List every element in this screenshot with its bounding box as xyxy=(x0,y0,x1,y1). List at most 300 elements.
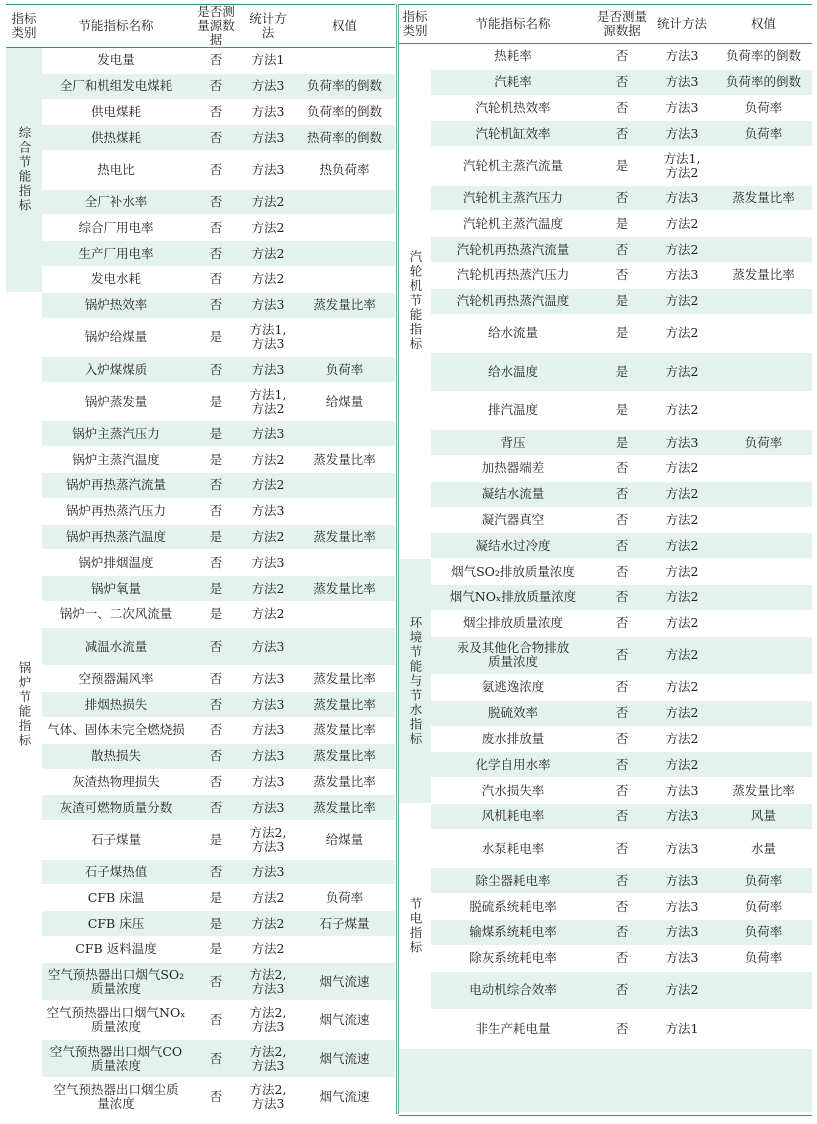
cell-name: 电动机综合效率 xyxy=(431,971,595,1010)
cell-name: 供热煤耗 xyxy=(42,125,190,151)
cell-method: 方法2 xyxy=(649,353,715,392)
cell-measured: 否 xyxy=(595,610,649,636)
cell-method: 方法3 xyxy=(649,185,715,211)
table-row xyxy=(6,911,395,937)
cell-weight: 蒸发量比率 xyxy=(294,795,395,821)
cell-weight xyxy=(715,971,812,1010)
cell-method: 方法1, 方法2 xyxy=(242,382,294,421)
table-row xyxy=(6,885,395,911)
cell-measured: 否 xyxy=(190,769,242,795)
cell-method: 方法3 xyxy=(242,99,294,125)
cell-name: 气体、固体未完全燃烧损 xyxy=(42,717,190,743)
cell-method: 方法3 xyxy=(649,95,715,121)
cell-weight xyxy=(715,481,812,507)
cell-measured: 是 xyxy=(190,382,242,421)
table-row xyxy=(6,769,395,795)
cell-measured: 否 xyxy=(190,357,242,383)
table-row xyxy=(399,829,812,868)
cell-method: 方法3 xyxy=(242,550,294,576)
cell-method: 方法2 xyxy=(242,241,294,267)
cell-method: 方法1 xyxy=(242,48,294,74)
cell-name: 发电量 xyxy=(42,48,190,74)
cell-name: 灰渣可燃物质量分数 xyxy=(42,795,190,821)
table-row xyxy=(6,1001,395,1040)
cell-measured: 否 xyxy=(190,692,242,718)
cell-weight xyxy=(294,627,395,666)
cell-weight: 负荷率 xyxy=(294,357,395,383)
cell-name: 全厂补水率 xyxy=(42,189,190,215)
cell-method: 方法3 xyxy=(242,666,294,692)
cell-measured: 是 xyxy=(190,885,242,911)
cell-weight xyxy=(715,237,812,263)
cell-measured: 否 xyxy=(595,675,649,701)
table-row xyxy=(6,692,395,718)
indicator-table xyxy=(6,4,812,1114)
cell-measured: 否 xyxy=(190,666,242,692)
cell-name: 汽轮机主蒸汽流量 xyxy=(431,147,595,186)
cell-name: 空气预热器出口烟气CO 质量浓度 xyxy=(42,1039,190,1078)
cell-weight xyxy=(294,241,395,267)
cell-measured: 否 xyxy=(190,99,242,125)
cell-weight: 负荷率的倒数 xyxy=(294,99,395,125)
header-weight: 权值 xyxy=(715,5,812,44)
cell-method: 方法2 xyxy=(649,391,715,430)
cell-weight: 热负荷率 xyxy=(294,151,395,190)
cell-name: 锅炉主蒸汽温度 xyxy=(42,447,190,473)
cell-method: 方法2 xyxy=(242,576,294,602)
cell-weight: 给煤量 xyxy=(294,382,395,421)
right-table xyxy=(399,5,812,1113)
cell-measured: 否 xyxy=(190,215,242,241)
cell-method: 方法3 xyxy=(649,778,715,804)
cell-name: 汞及其他化合物排放 质量浓度 xyxy=(431,636,595,675)
table-row xyxy=(6,937,395,963)
cell-name: 空气预热器出口烟气SO₂ 质量浓度 xyxy=(42,962,190,1001)
cell-weight: 烟气流速 xyxy=(294,1039,395,1078)
left-table-panel xyxy=(6,4,395,1116)
cell-measured: 否 xyxy=(595,455,649,481)
cell-name: 锅炉热效率 xyxy=(42,292,190,318)
cell-weight: 蒸发量比率 xyxy=(294,576,395,602)
cell-weight xyxy=(715,455,812,481)
table-row xyxy=(399,894,812,920)
cell-weight xyxy=(715,211,812,237)
cell-weight xyxy=(294,421,395,447)
table-row xyxy=(399,237,812,263)
cell-measured: 否 xyxy=(595,919,649,945)
header-name: 节能指标名称 xyxy=(42,5,190,48)
cell-method: 方法2 xyxy=(649,610,715,636)
table-row xyxy=(399,945,812,971)
cell-measured: 否 xyxy=(190,743,242,769)
cell-weight: 负荷率 xyxy=(715,945,812,971)
cell-weight xyxy=(294,318,395,357)
cell-method: 方法3 xyxy=(242,498,294,524)
table-row xyxy=(399,263,812,289)
cell-name: 综合厂用电率 xyxy=(42,215,190,241)
cell-method: 方法2 xyxy=(649,314,715,353)
table-row xyxy=(399,778,812,804)
cell-method: 方法2 xyxy=(649,971,715,1010)
table-row xyxy=(6,421,395,447)
table-row xyxy=(399,430,812,456)
cell-method: 方法3 xyxy=(242,357,294,383)
table-row xyxy=(399,804,812,830)
cell-method: 方法2, 方法3 xyxy=(242,1001,294,1040)
cell-method: 方法1, 方法2 xyxy=(649,147,715,186)
cell-name: 生产厂用电率 xyxy=(42,241,190,267)
cell-weight: 蒸发量比率 xyxy=(294,447,395,473)
cell-method: 方法3 xyxy=(649,263,715,289)
cell-measured: 否 xyxy=(595,263,649,289)
cell-measured: 否 xyxy=(595,804,649,830)
table-row xyxy=(6,241,395,267)
cell-measured: 是 xyxy=(595,288,649,314)
cell-weight: 负荷率 xyxy=(294,885,395,911)
cell-name: 汽水损失率 xyxy=(431,778,595,804)
table-row xyxy=(6,447,395,473)
cell-method: 方法3 xyxy=(649,44,715,70)
cell-weight: 蒸发量比率 xyxy=(294,743,395,769)
cell-name: 烟气NOₓ排放质量浓度 xyxy=(431,584,595,610)
cell-weight: 负荷率 xyxy=(715,95,812,121)
cell-measured: 否 xyxy=(595,700,649,726)
header-measured: 是否测量源数据 xyxy=(190,5,242,48)
cell-measured: 是 xyxy=(190,524,242,550)
cell-method: 方法3 xyxy=(649,945,715,971)
cell-method: 方法2 xyxy=(242,937,294,963)
cell-weight xyxy=(715,507,812,533)
cell-measured: 否 xyxy=(595,507,649,533)
cell-measured: 是 xyxy=(595,353,649,392)
cell-measured: 是 xyxy=(190,421,242,447)
cell-measured: 否 xyxy=(595,1010,649,1049)
cell-method: 方法2 xyxy=(649,700,715,726)
table-row xyxy=(6,602,395,628)
cell-name: 减温水流量 xyxy=(42,627,190,666)
cell-weight: 蒸发量比率 xyxy=(294,692,395,718)
cell-weight: 蒸发量比率 xyxy=(715,778,812,804)
empty-filler-row xyxy=(399,1048,812,1112)
cell-method: 方法2 xyxy=(649,636,715,675)
right-header-row xyxy=(399,5,812,44)
cell-weight: 蒸发量比率 xyxy=(294,666,395,692)
cell-method: 方法2 xyxy=(649,455,715,481)
cell-method: 方法3 xyxy=(242,795,294,821)
left-table-body xyxy=(6,48,395,1117)
cell-weight: 蒸发量比率 xyxy=(294,292,395,318)
table-row xyxy=(399,95,812,121)
cell-weight: 风量 xyxy=(715,804,812,830)
cell-measured: 否 xyxy=(190,48,242,74)
table-row xyxy=(6,48,395,74)
right-table-body xyxy=(399,44,812,1113)
table-row xyxy=(6,318,395,357)
cell-measured: 否 xyxy=(190,498,242,524)
table-row xyxy=(6,267,395,293)
table-row xyxy=(399,147,812,186)
table-row xyxy=(399,455,812,481)
cell-measured: 是 xyxy=(190,821,242,860)
cell-weight: 蒸发量比率 xyxy=(294,769,395,795)
cell-name: 散热损失 xyxy=(42,743,190,769)
cell-weight xyxy=(294,602,395,628)
cell-method: 方法2, 方法3 xyxy=(242,962,294,1001)
cell-method: 方法2 xyxy=(649,584,715,610)
cell-name: 空预器漏风率 xyxy=(42,666,190,692)
table-row xyxy=(399,533,812,559)
cell-measured: 否 xyxy=(595,533,649,559)
table-row xyxy=(6,99,395,125)
cell-weight: 石子煤量 xyxy=(294,911,395,937)
cell-method: 方法2 xyxy=(649,211,715,237)
cell-weight: 负荷率的倒数 xyxy=(715,69,812,95)
table-row xyxy=(399,700,812,726)
cell-name: 汽轮机主蒸汽温度 xyxy=(431,211,595,237)
table-row xyxy=(399,919,812,945)
cell-weight: 负荷率 xyxy=(715,430,812,456)
cell-name: 给水温度 xyxy=(431,353,595,392)
cell-weight: 蒸发量比率 xyxy=(715,263,812,289)
cell-name: 水泵耗电率 xyxy=(431,829,595,868)
cell-name: 汽轮机主蒸汽压力 xyxy=(431,185,595,211)
cell-measured: 是 xyxy=(190,911,242,937)
header-method: 统计方法 xyxy=(242,5,294,48)
cell-name: 脱硫效率 xyxy=(431,700,595,726)
cell-measured: 否 xyxy=(190,717,242,743)
cell-method: 方法3 xyxy=(649,919,715,945)
header-category: 指标类别 xyxy=(399,5,431,44)
cell-weight xyxy=(294,859,395,885)
cell-method: 方法2 xyxy=(649,481,715,507)
cell-measured: 否 xyxy=(595,44,649,70)
cell-weight: 负荷率 xyxy=(715,894,812,920)
cell-name: 氨逃逸浓度 xyxy=(431,675,595,701)
cell-name: 烟尘排放质量浓度 xyxy=(431,610,595,636)
cell-name: 入炉煤煤质 xyxy=(42,357,190,383)
cell-method: 方法3 xyxy=(242,73,294,99)
cell-weight xyxy=(294,550,395,576)
cell-measured: 否 xyxy=(595,636,649,675)
cell-measured: 是 xyxy=(595,430,649,456)
cell-method: 方法2 xyxy=(242,473,294,499)
cell-measured: 否 xyxy=(190,473,242,499)
table-row xyxy=(6,382,395,421)
cell-method: 方法2, 方法3 xyxy=(242,1039,294,1078)
cell-method: 方法2 xyxy=(649,507,715,533)
cell-measured: 是 xyxy=(190,602,242,628)
cell-weight xyxy=(294,937,395,963)
cell-name: 热电比 xyxy=(42,151,190,190)
cell-name: 风机耗电率 xyxy=(431,804,595,830)
cell-measured: 是 xyxy=(595,147,649,186)
cell-weight xyxy=(715,288,812,314)
cell-name: 空气预热器出口烟气NOₓ 质量浓度 xyxy=(42,1001,190,1040)
cell-weight xyxy=(715,584,812,610)
cell-method: 方法2 xyxy=(649,533,715,559)
cell-method: 方法2 xyxy=(242,911,294,937)
cell-method: 方法3 xyxy=(242,859,294,885)
cell-weight xyxy=(715,533,812,559)
cell-method: 方法3 xyxy=(242,627,294,666)
cell-name: 全厂和机组发电煤耗 xyxy=(42,73,190,99)
cell-measured: 否 xyxy=(595,868,649,894)
cell-measured: 否 xyxy=(190,125,242,151)
table-row xyxy=(6,821,395,860)
cell-name: 锅炉氧量 xyxy=(42,576,190,602)
cell-name: 空气预热器出口烟尘质 量浓度 xyxy=(42,1078,190,1117)
cell-measured: 否 xyxy=(595,726,649,752)
cell-method: 方法3 xyxy=(242,717,294,743)
table-row xyxy=(6,473,395,499)
cell-method: 方法3 xyxy=(649,868,715,894)
cell-method: 方法2, 方法3 xyxy=(242,1078,294,1117)
cell-method: 方法3 xyxy=(242,769,294,795)
table-row xyxy=(399,314,812,353)
table-row xyxy=(6,151,395,190)
table-row xyxy=(399,353,812,392)
cell-method: 方法2, 方法3 xyxy=(242,821,294,860)
empty-filler-cell xyxy=(399,1048,812,1112)
cell-measured: 否 xyxy=(595,894,649,920)
cell-weight xyxy=(294,48,395,74)
category-cell: 锅炉节能指标 xyxy=(6,292,42,1116)
cell-measured: 否 xyxy=(595,69,649,95)
cell-weight xyxy=(294,473,395,499)
cell-method: 方法2 xyxy=(242,602,294,628)
cell-weight xyxy=(294,267,395,293)
table-row xyxy=(399,971,812,1010)
cell-measured: 否 xyxy=(190,550,242,576)
table-row xyxy=(399,1010,812,1049)
table-row xyxy=(6,215,395,241)
right-table-panel xyxy=(399,4,812,1116)
cell-weight xyxy=(715,314,812,353)
table-row xyxy=(399,185,812,211)
cell-weight: 负荷率的倒数 xyxy=(294,73,395,99)
table-row xyxy=(399,391,812,430)
cell-measured: 否 xyxy=(190,1039,242,1078)
cell-measured: 否 xyxy=(595,778,649,804)
cell-name: 化学自用水率 xyxy=(431,752,595,778)
table-row xyxy=(399,726,812,752)
cell-name: 汽轮机再热蒸汽压力 xyxy=(431,263,595,289)
cell-method: 方法3 xyxy=(242,151,294,190)
cell-name: CFB 返料温度 xyxy=(42,937,190,963)
cell-method: 方法3 xyxy=(649,430,715,456)
header-method: 统计方法 xyxy=(649,5,715,44)
cell-weight xyxy=(715,559,812,585)
cell-method: 方法3 xyxy=(649,121,715,147)
cell-name: 供电煤耗 xyxy=(42,99,190,125)
cell-name: 锅炉给煤量 xyxy=(42,318,190,357)
cell-measured: 否 xyxy=(595,185,649,211)
cell-weight xyxy=(715,391,812,430)
cell-measured: 否 xyxy=(190,1078,242,1117)
table-row xyxy=(6,189,395,215)
cell-measured: 否 xyxy=(595,971,649,1010)
table-row xyxy=(6,962,395,1001)
cell-measured: 是 xyxy=(190,937,242,963)
table-row xyxy=(6,743,395,769)
cell-method: 方法2 xyxy=(649,288,715,314)
table-row xyxy=(399,481,812,507)
table-row xyxy=(6,1039,395,1078)
cell-method: 方法3 xyxy=(649,69,715,95)
cell-measured: 否 xyxy=(190,73,242,99)
cell-name: 锅炉蒸发量 xyxy=(42,382,190,421)
category-cell: 环境节能与节水指标 xyxy=(399,559,431,804)
table-row xyxy=(399,636,812,675)
cell-weight: 烟气流速 xyxy=(294,962,395,1001)
cell-method: 方法2 xyxy=(649,237,715,263)
cell-weight: 水量 xyxy=(715,829,812,868)
table-row xyxy=(6,859,395,885)
cell-method: 方法3 xyxy=(242,125,294,151)
cell-name: 汽轮机再热蒸汽流量 xyxy=(431,237,595,263)
cell-method: 方法3 xyxy=(242,743,294,769)
cell-name: 废水排放量 xyxy=(431,726,595,752)
cell-measured: 否 xyxy=(595,945,649,971)
table-row xyxy=(399,121,812,147)
cell-weight: 负荷率的倒数 xyxy=(715,44,812,70)
cell-measured: 否 xyxy=(190,267,242,293)
cell-measured: 是 xyxy=(190,576,242,602)
cell-name: 凝汽器真空 xyxy=(431,507,595,533)
cell-weight: 负荷率 xyxy=(715,121,812,147)
cell-name: 锅炉排烟温度 xyxy=(42,550,190,576)
cell-weight xyxy=(715,675,812,701)
table-row xyxy=(399,507,812,533)
table-row xyxy=(6,73,395,99)
cell-name: 发电水耗 xyxy=(42,267,190,293)
cell-name: 汽轮机热效率 xyxy=(431,95,595,121)
table-row xyxy=(399,559,812,585)
table-row xyxy=(399,675,812,701)
category-cell: 节电指标 xyxy=(399,804,431,1048)
cell-name: 除尘器耗电率 xyxy=(431,868,595,894)
cell-weight xyxy=(715,726,812,752)
table-row xyxy=(6,795,395,821)
cell-method: 方法2 xyxy=(242,215,294,241)
cell-weight: 蒸发量比率 xyxy=(294,717,395,743)
cell-measured: 否 xyxy=(595,121,649,147)
cell-name: 汽轮机缸效率 xyxy=(431,121,595,147)
category-cell: 汽轮机节能指标 xyxy=(399,44,431,559)
cell-weight xyxy=(715,1010,812,1049)
header-measured: 是否测量源数据 xyxy=(595,5,649,44)
cell-method: 方法3 xyxy=(242,292,294,318)
cell-name: 排汽温度 xyxy=(431,391,595,430)
cell-method: 方法3 xyxy=(649,829,715,868)
cell-name: 凝结水过冷度 xyxy=(431,533,595,559)
cell-name: 灰渣热物理损失 xyxy=(42,769,190,795)
cell-measured: 是 xyxy=(190,318,242,357)
table-row xyxy=(399,211,812,237)
cell-name: 锅炉再热蒸汽流量 xyxy=(42,473,190,499)
cell-name: 石子煤热值 xyxy=(42,859,190,885)
cell-measured: 否 xyxy=(190,1001,242,1040)
cell-name: 热耗率 xyxy=(431,44,595,70)
cell-measured: 否 xyxy=(190,795,242,821)
cell-measured: 否 xyxy=(190,627,242,666)
table-row xyxy=(6,717,395,743)
table-row xyxy=(6,125,395,151)
cell-measured: 否 xyxy=(190,859,242,885)
cell-weight: 烟气流速 xyxy=(294,1001,395,1040)
cell-name: 锅炉主蒸汽压力 xyxy=(42,421,190,447)
cell-measured: 否 xyxy=(190,241,242,267)
